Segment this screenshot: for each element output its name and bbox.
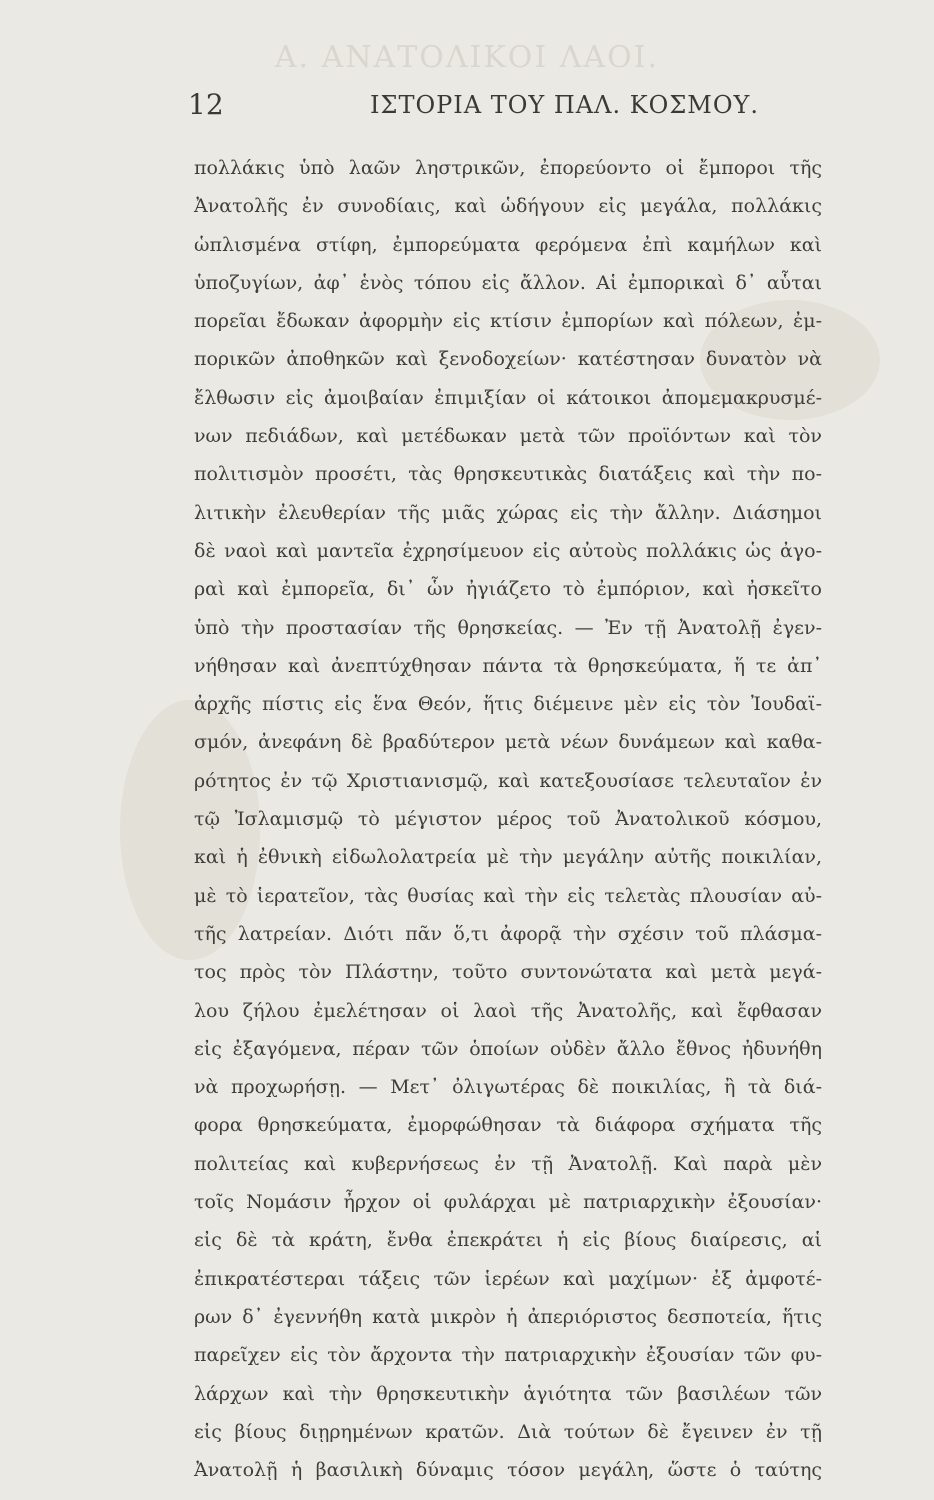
text-line: σμόν, ἀνεφάνη δὲ βραδύτερον μετὰ νέων δυνάμεων καὶ καθα- bbox=[194, 731, 822, 754]
text-line: Ἀνατολῆς ἐν συνοδίαις, καὶ ὡδήγουν εἰς μεγάλα, πολλάκις bbox=[194, 195, 822, 218]
text-line: τοῖς Νομάσιν ἦρχον οἱ φυλάρχαι μὲ πατριαρχικὴν ἐξουσίαν· bbox=[194, 1191, 822, 1214]
text-line: πολλάκις ὑπὸ λαῶν ληστρικῶν, ἐπορεύοντο οἱ ἔμποροι τῆς bbox=[194, 157, 822, 179]
text-line: λου ζήλου ἐμελέτησαν οἱ λαοὶ τῆς Ἀνατολῆς, καὶ ἔφθασαν bbox=[194, 999, 822, 1022]
text-line: νὰ προχωρήσῃ. — Μετ᾽ ὀλιγωτέρας δὲ ποικιλίας, ἢ τὰ διά- bbox=[194, 1076, 822, 1099]
text-line: λιτικὴν ἐλευθερίαν τῆς μιᾶς χώρας εἰς τὴν ἄλλην. Διάσημοι bbox=[194, 501, 822, 524]
text-line: πολιτισμὸν προσέτι, τὰς θρησκευτικὰς διατάξεις καὶ τὴν πο- bbox=[194, 463, 822, 486]
page-header bbox=[188, 88, 838, 128]
text-line: τῆς λατρείαν. Διότι πᾶν ὅ,τι ἀφορᾷ τὴν σχέσιν τοῦ πλάσμα- bbox=[194, 922, 822, 945]
text-line: δὲ ναοὶ καὶ μαντεῖα ἐχρησίμευον εἰς αὐτοὺς πολλάκις ὡς ἀγο- bbox=[194, 539, 822, 562]
text-line: νων πεδιάδων, καὶ μετέδωκαν μετὰ τῶν προϊόντων καὶ τὸν bbox=[194, 425, 822, 448]
text-line: ἐπικρατέστεραι τάξεις τῶν ἱερέων καὶ μαχίμων· ἐξ ἀμφοτέ- bbox=[194, 1267, 822, 1290]
text-line: φορα θρησκεύματα, ἐμορφώθησαν τὰ διάφορα σχήματα τῆς bbox=[194, 1114, 822, 1137]
running-title: ΙΣΤΟΡΙΑ ΤΟΥ ΠΑΛ. ΚΟΣΜΟΥ. bbox=[370, 91, 760, 119]
page-number: 12 bbox=[188, 88, 224, 121]
text-line: τῷ Ἰσλαμισμῷ τὸ μέγιστον μέρος τοῦ Ἀνατολικοῦ κόσμου, bbox=[194, 808, 822, 831]
text-line: ὡπλισμένα στίφη, ἐμπορεύματα φερόμενα ἐπὶ καμήλων καὶ bbox=[194, 233, 822, 256]
text-line: εἰς ἐξαγόμενα, πέραν τῶν ὁποίων οὐδὲν ἄλλο ἔθνος ἠδυνήθη bbox=[194, 1037, 822, 1060]
text-line: ἔλθωσιν εἰς ἀμοιβαίαν ἐπιμιξίαν οἱ κάτοικοι ἀπομεμακρυσμέ- bbox=[194, 386, 822, 409]
text-line: πορεῖαι ἔδωκαν ἀφορμὴν εἰς κτίσιν ἐμπορίων καὶ πόλεων, ἐμ- bbox=[194, 310, 822, 333]
text-line: νήθησαν καὶ ἀνεπτύχθησαν πάντα τὰ θρησκεύματα, ἥ τε ἀπ᾽ bbox=[194, 654, 822, 677]
text-line: ραὶ καὶ ἐμπορεῖα, δι᾽ ὧν ἠγιάζετο τὸ ἐμπόριον, καὶ ἠσκεῖτο bbox=[194, 578, 822, 601]
text-line: Ἀνατολῇ ἡ βασιλικὴ δύναμις τόσον μεγάλη, ὥστε ὁ ταύτης bbox=[194, 1459, 822, 1482]
text-line: παρεῖχεν εἰς τὸν ἄρχοντα τὴν πατριαρχικὴν ἐξουσίαν τῶν φυ- bbox=[194, 1344, 822, 1367]
text-line: πορικῶν ἀποθηκῶν καὶ ξενοδοχείων· κατέστησαν δυνατὸν νὰ bbox=[194, 348, 822, 371]
text-line: ὑπὸ τὴν προστασίαν τῆς θρησκείας. — Ἐν τῇ Ἀνατολῇ ἐγεν- bbox=[194, 616, 822, 639]
text-line: εἰς βίους διῃρημένων κρατῶν. Διὰ τούτων δὲ ἔγεινεν ἐν τῇ bbox=[194, 1420, 822, 1443]
text-line: ρων δ᾽ ἐγεννήθη κατὰ μικρὸν ἡ ἀπεριόριστος δεσποτεία, ἥτις bbox=[194, 1305, 822, 1328]
text-line: ἀρχῆς πίστις εἰς ἕνα Θεόν, ἥτις διέμεινε μὲν εἰς τὸν Ἰουδαϊ- bbox=[194, 693, 822, 716]
text-line: τος πρὸς τὸν Πλάστην, τοῦτο συντονώτατα καὶ μετὰ μεγά- bbox=[194, 961, 822, 984]
text-line: ὑποζυγίων, ἀφ᾽ ἑνὸς τόπου εἰς ἄλλον. Αἱ ἐμπορικαὶ δ᾽ αὗται bbox=[194, 271, 822, 294]
text-line: μὲ τὸ ἱερατεῖον, τὰς θυσίας καὶ τὴν εἰς τελετὰς πλουσίαν αὐ- bbox=[194, 884, 822, 907]
text-line: ρότητος ἐν τῷ Χριστιανισμῷ, καὶ κατεξουσίασε τελευταῖον ἐν bbox=[194, 769, 822, 792]
text-line: καὶ ἡ ἐθνικὴ εἰδωλολατρεία μὲ τὴν μεγάλην αὐτῆς ποικιλίαν, bbox=[194, 846, 822, 869]
text-line: λάρχων καὶ τὴν θρησκευτικὴν ἁγιότητα τῶν βασιλέων τῶν bbox=[194, 1382, 822, 1405]
bleed-through-text: Α. ΑΝΑΤΟΛΙΚΟΙ ΛΑΟΙ. bbox=[274, 40, 660, 75]
text-line: πολιτείας καὶ κυβερνήσεως ἐν τῇ Ἀνατολῇ. Καὶ παρὰ μὲν bbox=[194, 1152, 822, 1175]
text-line: εἰς δὲ τὰ κράτη, ἔνθα ἐπεκράτει ἡ εἰς βίους διαίρεσις, αἱ bbox=[194, 1229, 822, 1252]
body-text bbox=[194, 149, 822, 1489]
